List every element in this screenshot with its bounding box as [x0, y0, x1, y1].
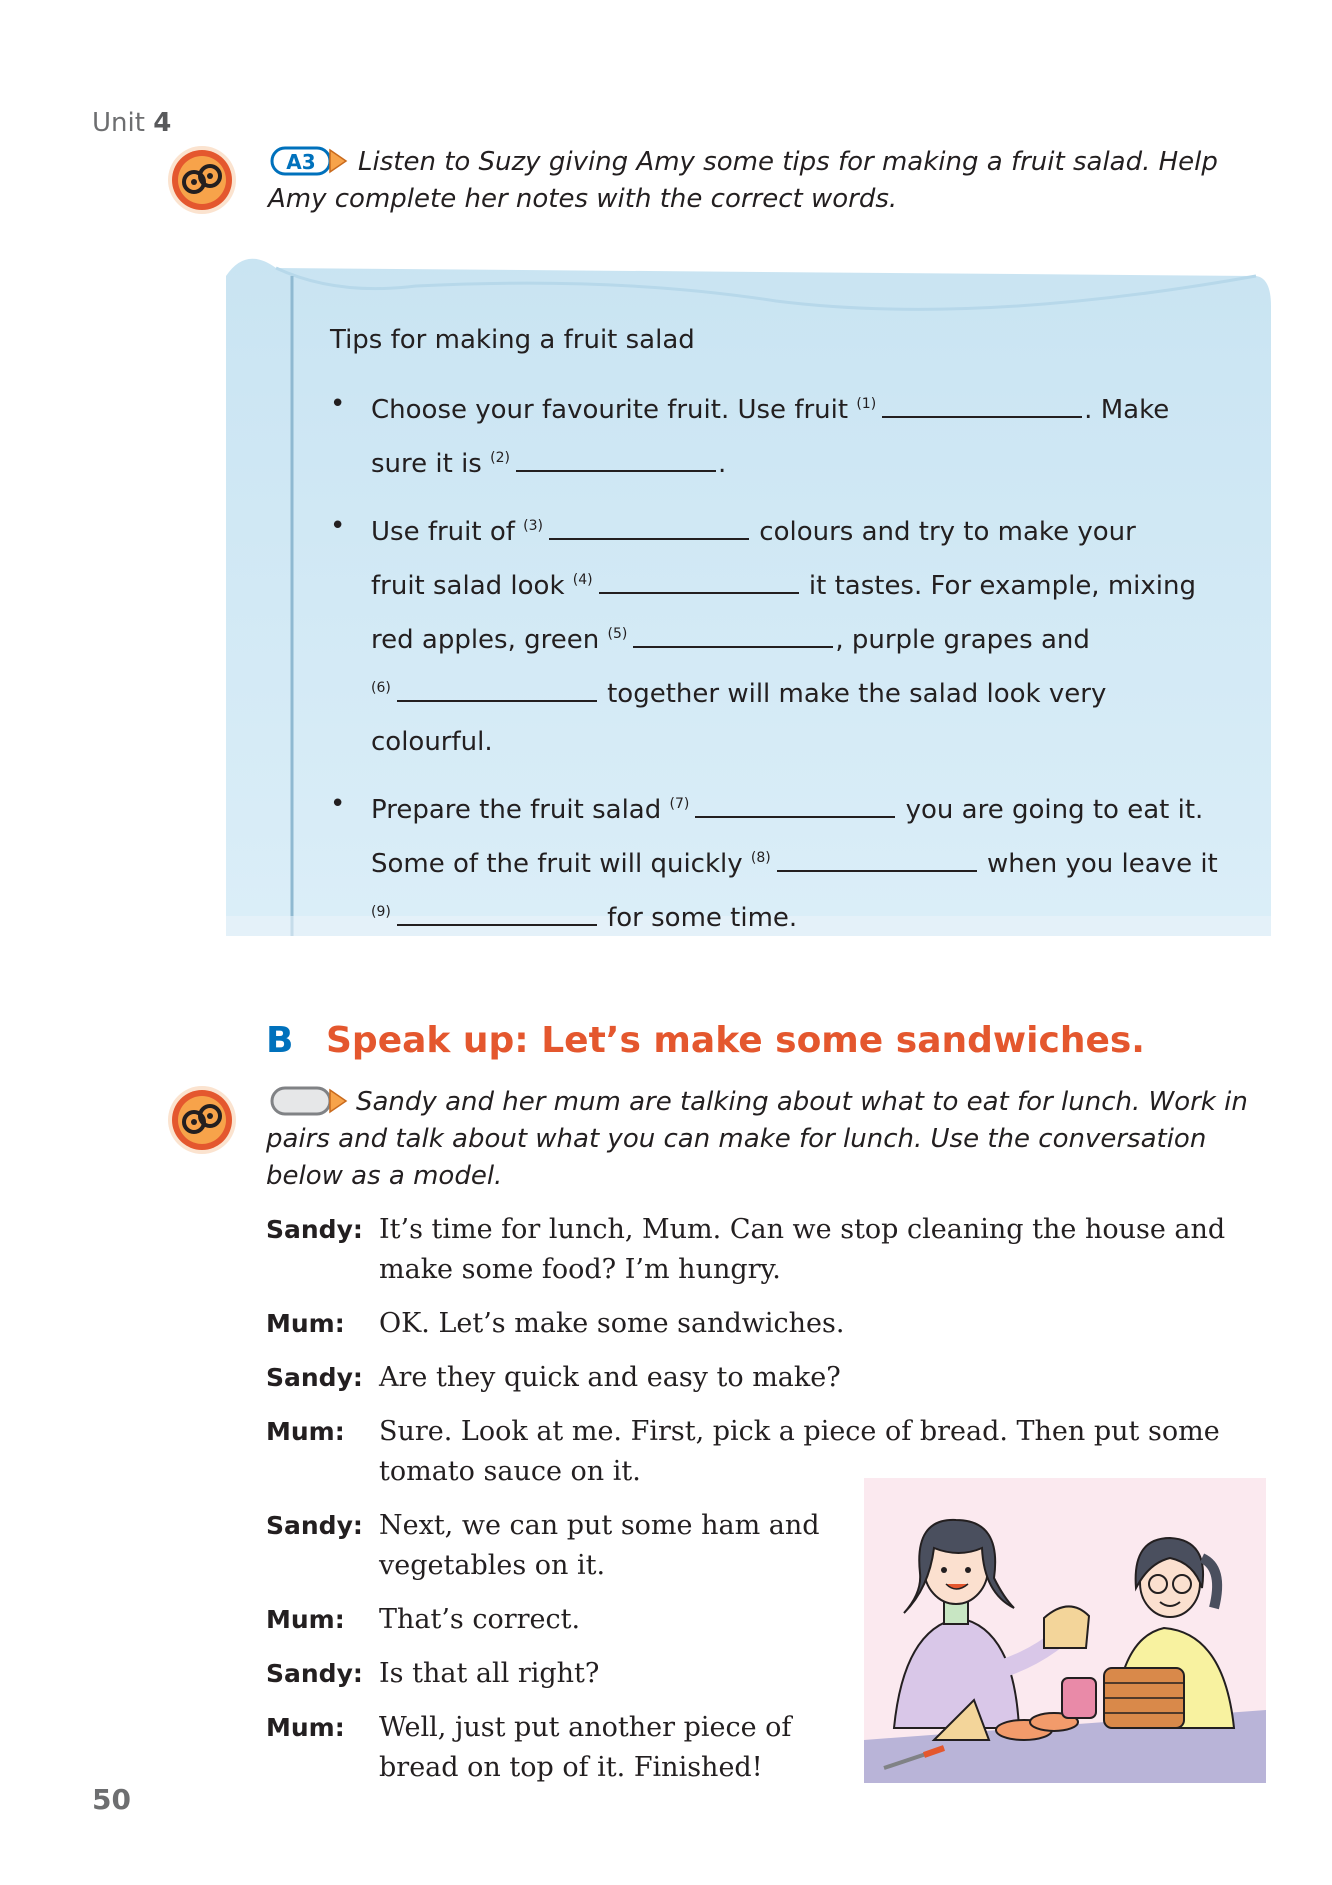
speech: Are they quick and easy to make? [379, 1362, 841, 1393]
tip-text: Prepare the fruit salad [371, 795, 662, 825]
section-letter: B [266, 1020, 294, 1061]
speaker: Sandy: [266, 1215, 363, 1244]
section-b-heading [266, 1020, 1145, 1061]
unit-label: Unit [92, 108, 145, 138]
dialogue-line [266, 1358, 1276, 1398]
tip-bullet-2 [330, 502, 1240, 766]
tip-text: Choose your favourite fruit. Use fruit [371, 395, 849, 425]
blank-number: (6) [371, 680, 391, 696]
sandwich-making-illustration [864, 1478, 1266, 1783]
speech: Is that all right? [379, 1658, 600, 1689]
speech: OK. Let’s make some sandwiches. [379, 1308, 845, 1339]
tip-text: . [717, 449, 727, 479]
speaker: Mum: [266, 1605, 345, 1634]
speaker: Mum: [266, 1417, 345, 1446]
tip-text: for some time. [607, 903, 798, 933]
tip-text: colours and try to make your [759, 517, 1136, 547]
bullet-icon: • [330, 511, 346, 541]
tip-line [371, 502, 1240, 556]
blank-number: (4) [572, 572, 593, 588]
speech: It’s time for lunch, Mum. Can we stop cleaning the house and make some food? I’m hungry. [379, 1214, 1226, 1285]
blank-number: (3) [523, 518, 544, 534]
tip-text: you are going to eat it. [905, 795, 1204, 825]
tip-line [371, 834, 1240, 888]
speaker: Sandy: [266, 1511, 363, 1540]
answer-blank-8[interactable] [777, 844, 977, 872]
speech: Well, just put another piece of bread on top of it. Finished! [379, 1712, 792, 1783]
speech: Sure. Look at me. First, pick a piece of bread. Then put some tomato sauce on it. [379, 1416, 1220, 1487]
answer-blank-7[interactable] [695, 790, 895, 818]
tip-bullet-1 [330, 380, 1240, 488]
speech: Next, we can put some ham and vegetables on it. [379, 1510, 820, 1581]
section-title: Speak up: Let’s make some sandwiches. [326, 1020, 1145, 1061]
unit-header [92, 108, 171, 138]
dialogue-line [266, 1304, 1276, 1344]
section-b-instruction: Sandy and her mum are talking about what to eat for lunch. Work in pairs and talk about what you can make for lunch. Use the conversation below as a model. [266, 1087, 1248, 1191]
tip-text: when you leave it [987, 849, 1218, 879]
tip-line: colourful. [371, 727, 493, 757]
speaker: Sandy: [266, 1659, 363, 1688]
tip-text: red apples, green [371, 625, 600, 655]
tip-text: . Make [1084, 395, 1170, 425]
blank-number: (2) [490, 450, 510, 466]
tip-bullet-3 [330, 780, 1240, 942]
tip-line [371, 780, 1240, 834]
tip-text: Some of the fruit will quickly [371, 849, 743, 879]
speaker: Mum: [266, 1713, 345, 1742]
tip-text: Use fruit of [371, 517, 515, 547]
answer-blank-3[interactable] [549, 512, 749, 540]
listening-icon [166, 144, 238, 216]
dialogue-line [266, 1210, 1276, 1290]
tip-text: fruit salad look [371, 571, 565, 601]
bullet-icon: • [330, 389, 346, 419]
speaker: Sandy: [266, 1363, 363, 1392]
answer-blank-1[interactable] [882, 390, 1082, 418]
answer-blank-6[interactable] [397, 674, 597, 702]
tip-line [371, 664, 1240, 718]
answer-blank-2[interactable] [516, 444, 716, 472]
blank-number: (9) [371, 904, 391, 920]
notes [330, 318, 1240, 956]
blank-number: (8) [750, 850, 771, 866]
speaker: Mum: [266, 1309, 345, 1338]
answer-blank-4[interactable] [599, 566, 799, 594]
tip-text: sure it is [371, 449, 482, 479]
tip-text: , purple grapes and [835, 625, 1090, 655]
bullet-icon: • [330, 789, 346, 819]
speaking-icon [166, 1084, 238, 1156]
tip-line [371, 556, 1240, 610]
speech: That’s correct. [379, 1604, 581, 1635]
notes-title: Tips for making a fruit salad [330, 325, 695, 355]
answer-blank-9[interactable] [397, 898, 597, 926]
blank-number: (1) [856, 396, 877, 412]
track-label: A3 [286, 150, 316, 174]
tip-text: together will make the salad look very [607, 679, 1107, 709]
blank-number: (5) [607, 626, 628, 642]
tip-line [371, 610, 1240, 664]
tip-text: it tastes. For example, mixing [808, 571, 1196, 601]
page-number: 50 [92, 1783, 131, 1816]
tip-line [371, 434, 1240, 488]
tip-line [371, 380, 1240, 434]
answer-blank-5[interactable] [633, 620, 833, 648]
unit-number: 4 [153, 108, 172, 138]
blank-number: (7) [669, 796, 690, 812]
tip-line [371, 888, 1240, 942]
section-a-instruction: Listen to Suzy giving Amy some tips for making a fruit salad. Help Amy complete her notes with the correct words. [268, 147, 1218, 214]
